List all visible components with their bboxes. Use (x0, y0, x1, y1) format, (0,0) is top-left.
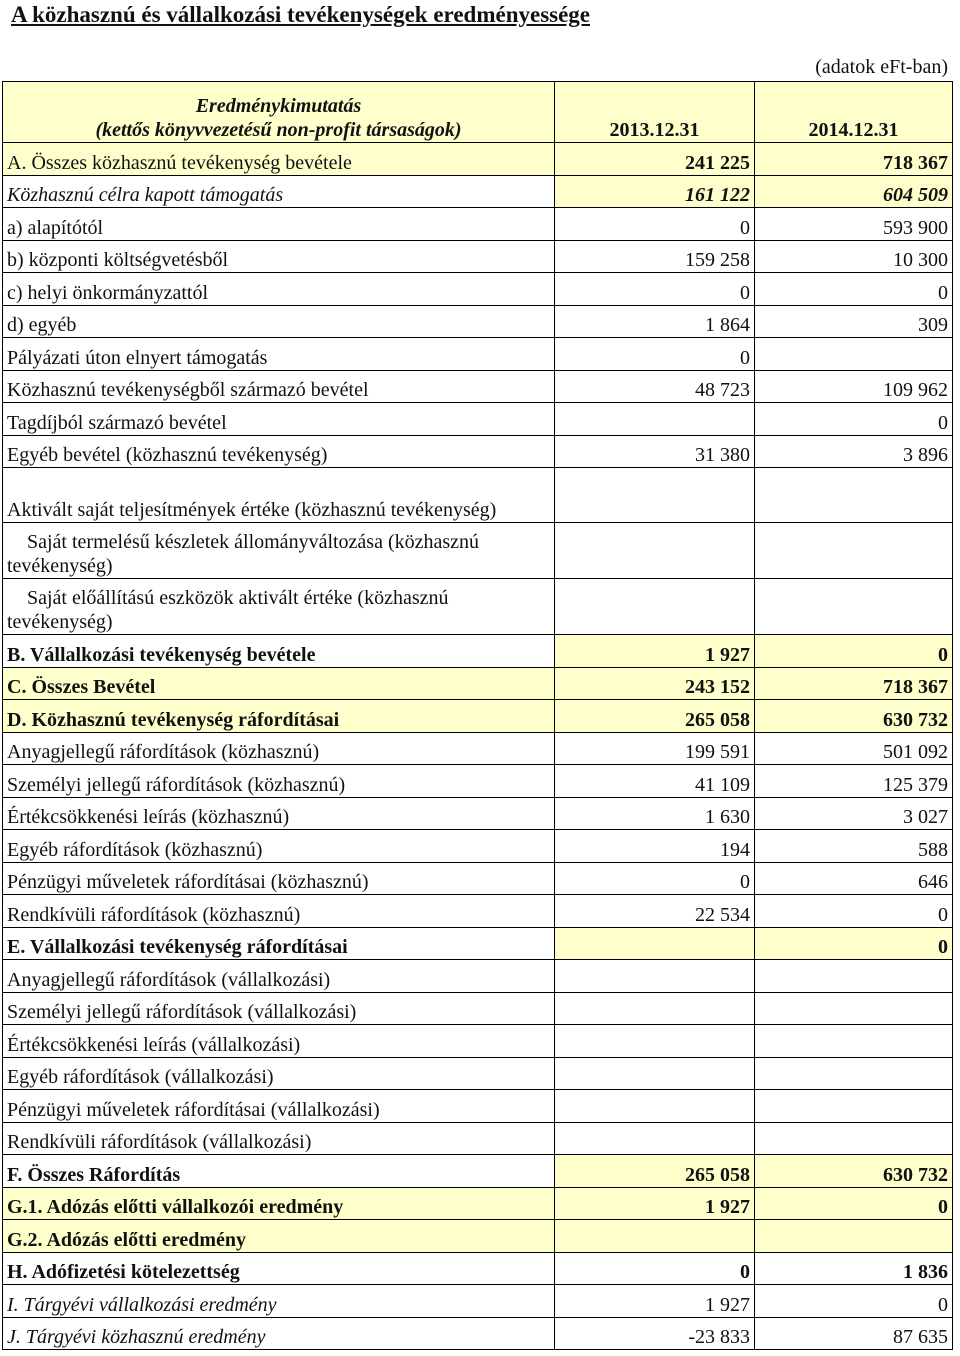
row-label: H. Adófizetési kötelezettség (3, 1253, 555, 1285)
unit-note: (adatok eFt-ban) (815, 56, 948, 78)
row-label: Tagdíjból származó bevétel (3, 403, 555, 436)
table-row (3, 928, 953, 960)
row-label: I. Tárgyévi vállalkozási eredmény (3, 1285, 555, 1318)
value-2013: -23 833 (555, 1318, 755, 1350)
table-row (3, 1318, 953, 1350)
value-2014: 109 962 (755, 371, 953, 403)
value-2014: 0 (755, 635, 953, 668)
row-label: Személyi jellegű ráfordítások (vállalkozási) (3, 993, 555, 1025)
row-label: Pénzügyi műveletek ráfordításai (vállalkozási) (3, 1090, 555, 1123)
row-label: Személyi jellegű ráfordítások (közhasznú) (3, 765, 555, 798)
value-2014: 501 092 (755, 733, 953, 765)
table-row (3, 338, 953, 371)
value-2014: 0 (755, 403, 953, 436)
header-col-2013: 2013.12.31 (555, 82, 755, 143)
value-2013 (555, 468, 755, 523)
table-row (3, 579, 953, 635)
value-2013: 0 (555, 338, 755, 371)
value-2013: 41 109 (555, 765, 755, 798)
value-2013: 1 927 (555, 1285, 755, 1318)
table-row (3, 273, 953, 306)
table-row (3, 306, 953, 338)
value-2014: 630 732 (755, 700, 953, 733)
table-row (3, 993, 953, 1025)
row-label: b) központi költségvetésből (3, 241, 555, 273)
table-row (3, 830, 953, 863)
value-2013 (555, 1220, 755, 1253)
value-2013: 31 380 (555, 436, 755, 468)
table-row (3, 403, 953, 436)
table-row (3, 668, 953, 700)
table-row (3, 143, 953, 176)
income-statement-table (2, 81, 953, 1350)
row-label: Anyagjellegű ráfordítások (közhasznú) (3, 733, 555, 765)
value-2013: 265 058 (555, 700, 755, 733)
value-2014: 87 635 (755, 1318, 953, 1350)
table-row (3, 468, 953, 523)
value-2013 (555, 960, 755, 993)
row-label: Saját termelésű készletek állományváltozása (közhasznú tevékenység) (3, 523, 555, 579)
value-2014: 718 367 (755, 668, 953, 700)
table-row (3, 1155, 953, 1188)
table-row (3, 1285, 953, 1318)
table-header-row (3, 82, 953, 143)
table-row (3, 798, 953, 830)
table-row (3, 1123, 953, 1155)
value-2013 (555, 1025, 755, 1058)
table-row (3, 1025, 953, 1058)
table-row (3, 1188, 953, 1220)
value-2014: 630 732 (755, 1155, 953, 1188)
row-label: F. Összes Ráfordítás (3, 1155, 555, 1188)
row-label: d) egyéb (3, 306, 555, 338)
value-2014: 718 367 (755, 143, 953, 176)
table-row (3, 1090, 953, 1123)
value-2013: 48 723 (555, 371, 755, 403)
value-2014: 0 (755, 273, 953, 306)
row-label: Rendkívüli ráfordítások (vállalkozási) (3, 1123, 555, 1155)
row-label: G.2. Adózás előtti eredmény (3, 1220, 555, 1253)
row-label: C. Összes Bevétel (3, 668, 555, 700)
table-row (3, 863, 953, 895)
value-2014: 588 (755, 830, 953, 863)
value-2014 (755, 1220, 953, 1253)
value-2013 (555, 1090, 755, 1123)
row-label: D. Közhasznú tevékenység ráfordításai (3, 700, 555, 733)
table-row (3, 635, 953, 668)
value-2014: 646 (755, 863, 953, 895)
table-row (3, 208, 953, 241)
value-2013: 159 258 (555, 241, 755, 273)
row-label: J. Tárgyévi közhasznú eredmény (3, 1318, 555, 1350)
value-2014: 0 (755, 895, 953, 928)
row-label: Egyéb ráfordítások (közhasznú) (3, 830, 555, 863)
table-row (3, 1253, 953, 1285)
value-2014: 3 027 (755, 798, 953, 830)
value-2014 (755, 468, 953, 523)
header-col-2014: 2014.12.31 (755, 82, 953, 143)
value-2014 (755, 1123, 953, 1155)
value-2013: 1 927 (555, 1188, 755, 1220)
value-2013: 0 (555, 863, 755, 895)
value-2014: 593 900 (755, 208, 953, 241)
value-2013: 0 (555, 208, 755, 241)
page-title: A közhasznú és vállalkozási tevékenységek eredményessége (11, 2, 591, 27)
value-2013: 243 152 (555, 668, 755, 700)
table-row (3, 241, 953, 273)
value-2013: 0 (555, 273, 755, 306)
row-label: Értékcsökkenési leírás (vállalkozási) (3, 1025, 555, 1058)
row-label: Egyéb bevétel (közhasznú tevékenység) (3, 436, 555, 468)
row-label: Közhasznú célra kapott támogatás (3, 176, 555, 208)
row-label: Egyéb ráfordítások (vállalkozási) (3, 1058, 555, 1090)
value-2013 (555, 1058, 755, 1090)
value-2013 (555, 523, 755, 579)
value-2013: 199 591 (555, 733, 755, 765)
value-2013: 265 058 (555, 1155, 755, 1188)
table-row (3, 176, 953, 208)
value-2014 (755, 960, 953, 993)
value-2014 (755, 579, 953, 635)
table-row (3, 1220, 953, 1253)
value-2013: 0 (555, 1253, 755, 1285)
table-row (3, 700, 953, 733)
table-row (3, 371, 953, 403)
row-label: Aktivált saját teljesítmények értéke (közhasznú tevékenység) (3, 468, 555, 523)
table-row (3, 733, 953, 765)
value-2014: 604 509 (755, 176, 953, 208)
value-2013 (555, 1123, 755, 1155)
row-label: c) helyi önkormányzattól (3, 273, 555, 306)
row-label: A. Összes közhasznú tevékenység bevétele (3, 143, 555, 176)
row-label: Anyagjellegű ráfordítások (vállalkozási) (3, 960, 555, 993)
value-2013: 1 864 (555, 306, 755, 338)
value-2013 (555, 928, 755, 960)
row-label: Értékcsökkenési leírás (közhasznú) (3, 798, 555, 830)
value-2013: 194 (555, 830, 755, 863)
table-row (3, 960, 953, 993)
table-row (3, 1058, 953, 1090)
value-2014: 309 (755, 306, 953, 338)
header-label-line2: (kettős könyvvezetésű non-profit társaságok) (95, 119, 462, 141)
row-label: Közhasznú tevékenységből származó bevétel (3, 371, 555, 403)
value-2014: 1 836 (755, 1253, 953, 1285)
table-row (3, 436, 953, 468)
header-label (3, 82, 555, 143)
value-2014 (755, 523, 953, 579)
value-2013 (555, 403, 755, 436)
value-2013: 161 122 (555, 176, 755, 208)
header-label-line1: Eredménykimutatás (195, 95, 362, 117)
value-2014: 10 300 (755, 241, 953, 273)
value-2014: 0 (755, 1285, 953, 1318)
value-2013 (555, 993, 755, 1025)
value-2014: 0 (755, 928, 953, 960)
value-2014 (755, 1090, 953, 1123)
value-2014 (755, 1025, 953, 1058)
value-2014 (755, 338, 953, 371)
row-label: Pályázati úton elnyert támogatás (3, 338, 555, 371)
table-row (3, 895, 953, 928)
row-label: Saját előállítású eszközök aktivált értéke (közhasznú tevékenység) (3, 579, 555, 635)
row-label: E. Vállalkozási tevékenység ráfordításai (3, 928, 555, 960)
value-2014 (755, 1058, 953, 1090)
value-2014: 125 379 (755, 765, 953, 798)
value-2014: 0 (755, 1188, 953, 1220)
value-2013: 241 225 (555, 143, 755, 176)
value-2014 (755, 993, 953, 1025)
row-label: Pénzügyi műveletek ráfordításai (közhasznú) (3, 863, 555, 895)
value-2013 (555, 579, 755, 635)
value-2013: 22 534 (555, 895, 755, 928)
row-label: G.1. Adózás előtti vállalkozói eredmény (3, 1188, 555, 1220)
value-2013: 1 630 (555, 798, 755, 830)
value-2014: 3 896 (755, 436, 953, 468)
row-label: Rendkívüli ráfordítások (közhasznú) (3, 895, 555, 928)
value-2013: 1 927 (555, 635, 755, 668)
row-label: a) alapítótól (3, 208, 555, 241)
row-label: B. Vállalkozási tevékenység bevétele (3, 635, 555, 668)
table-row (3, 523, 953, 579)
table-row (3, 765, 953, 798)
